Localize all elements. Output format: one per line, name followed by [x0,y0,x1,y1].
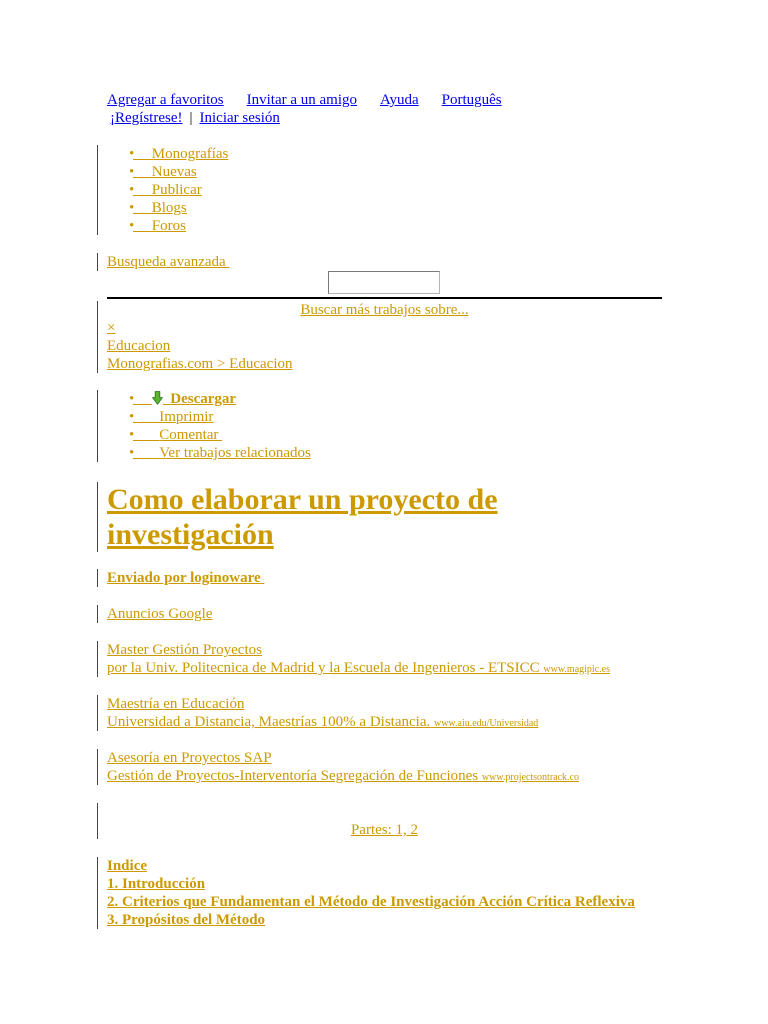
menu-item-monografias [107,145,662,163]
toc-item[interactable]: 2. Criterios que Fundamentan el Método de Investigación Acción Crítica Reflexiva [107,894,635,910]
search-breadcrumb-block [97,301,662,373]
portuguese-link[interactable]: Português [441,92,502,108]
breadcrumb[interactable]: Monografias.com > Educacion [107,356,293,372]
list-bullet: • [129,445,135,461]
ad-description: Universidad a Distancia, Maestrías 100% a Distancia. [107,714,431,730]
ad-title[interactable]: Master Gestión Proyectos [107,642,262,658]
list-bullet: • [129,391,135,407]
download-arrow-icon [152,391,163,405]
close-link[interactable]: × [107,320,116,336]
table-of-contents [97,857,662,929]
advanced-search-link[interactable]: Busqueda avanzada [107,254,230,270]
ad-url: www.projectsontrack.co [481,772,579,783]
menu-link-nuevas[interactable]: Nuevas [151,164,197,180]
ad-description-link[interactable] [107,768,579,784]
help-link[interactable]: Ayuda [380,92,419,108]
menu-item-nuevas [107,163,662,181]
invite-friend-link[interactable]: Invitar a un amigo [246,92,358,108]
ad-title[interactable]: Maestría en Educación [107,696,245,712]
download-label: Descargar [170,391,237,407]
toc-item[interactable]: 3. Propósitos del Método [107,912,266,928]
author-block [97,569,662,587]
pagination-block [97,803,662,839]
action-item-download [107,390,662,408]
top-nav [107,91,502,109]
main-menu [97,145,662,235]
author-link[interactable]: Enviado por loginoware [107,570,265,586]
ad-description-link[interactable] [107,660,610,676]
menu-link-foros[interactable]: Foros [151,218,186,234]
list-bullet: • [129,164,135,180]
ad-item [97,695,662,731]
list-bullet: • [129,146,135,162]
actions-list [97,390,662,462]
account-links [110,109,280,127]
menu-link-publicar[interactable]: Publicar [151,182,202,198]
category-link[interactable]: Educacion [107,338,171,354]
menu-item-foros [107,217,662,235]
menu-link-monografias[interactable]: Monografías [151,146,229,162]
action-item-comment [107,426,662,444]
comment-link[interactable]: Comentar [159,427,223,443]
add-favorites-link[interactable]: Agregar a favoritos [107,92,224,108]
register-link[interactable]: ¡Regístrese! [110,110,183,126]
list-bullet: • [129,427,135,443]
menu-link-blogs[interactable]: Blogs [151,200,187,216]
account-separator: | [189,110,193,126]
list-bullet: • [129,182,135,198]
list-bullet: • [129,409,135,425]
action-item-print [107,408,662,426]
list-bullet: • [129,200,135,216]
list-bullet: • [129,218,135,234]
menu-item-publicar [107,181,662,199]
search-more-link[interactable]: Buscar más trabajos sobre... [300,302,469,318]
search-input[interactable] [328,271,440,294]
pagination-link[interactable]: Partes: 1, 2 [350,822,419,838]
download-link[interactable] [133,390,236,408]
ad-item [97,749,662,785]
ad-title[interactable]: Asesoría en Proyectos SAP [107,750,272,766]
title-block [97,482,662,552]
menu-item-blogs [107,199,662,217]
ad-url: www.aiu.edu/Universidad [433,718,539,729]
ad-item [97,641,662,677]
action-item-related [107,444,662,462]
ads-heading-block [97,605,662,623]
ads-heading-link[interactable]: Anuncios Google [107,606,213,622]
related-works-link[interactable]: Ver trabajos relacionados [159,445,311,461]
ad-description: por la Univ. Politecnica de Madrid y la Escuela de Ingenieros - ETSICC [107,660,540,676]
toc-heading[interactable]: Indice [107,858,148,874]
ad-description-link[interactable] [107,714,538,730]
advanced-search-block [97,253,662,271]
toc-item[interactable]: 1. Introducción [107,876,206,892]
pagination-spacer [107,803,662,821]
horizontal-divider [107,297,662,299]
login-link[interactable]: Iniciar sesión [199,110,280,126]
page-title[interactable]: Como elaborar un proyecto de investigación [107,483,498,551]
print-link[interactable]: Imprimir [159,409,214,425]
ad-description: Gestión de Proyectos-Interventoría Segregación de Funciones [107,768,479,784]
ad-url: www.magipic.es [543,664,610,675]
